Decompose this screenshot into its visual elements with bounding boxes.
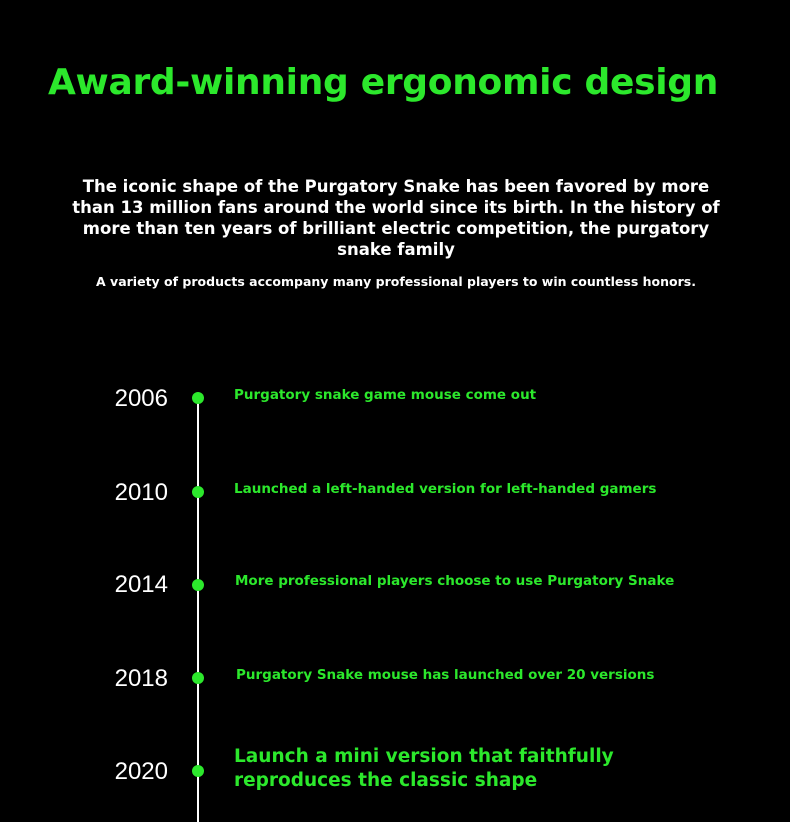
timeline-dot (192, 765, 204, 777)
timeline-year: 2014 (114, 571, 168, 598)
timeline-text: Launch a mini version that faithfully reproduces the classic shape (234, 746, 614, 791)
timeline-dot (192, 486, 204, 498)
intro-paragraph: The iconic shape of the Purgatory Snake has been favored by more than 13 million fans around the world since its birth. In the history of more than ten years of brilliant electric competition, the purgatory snake family (72, 177, 720, 259)
timeline-dot (192, 672, 204, 684)
timeline-text: More professional players choose to use Purgatory Snake (235, 573, 675, 589)
timeline-year: 2020 (114, 758, 168, 785)
timeline-text: Launched a left-handed version for left-handed gamers (234, 481, 657, 497)
subtitle: A variety of products accompany many professional players to win countless honors. (96, 274, 696, 289)
timeline-text: Purgatory Snake mouse has launched over 20 versions (236, 667, 655, 683)
timeline-year: 2006 (114, 385, 168, 412)
timeline-line (197, 397, 199, 822)
timeline-year: 2010 (114, 479, 168, 506)
page-title: Award-winning ergonomic design (47, 62, 719, 103)
timeline-dot (192, 392, 204, 404)
timeline-dot (192, 579, 204, 591)
timeline-text: Purgatory snake game mouse come out (234, 387, 537, 403)
timeline-year: 2018 (114, 665, 168, 692)
